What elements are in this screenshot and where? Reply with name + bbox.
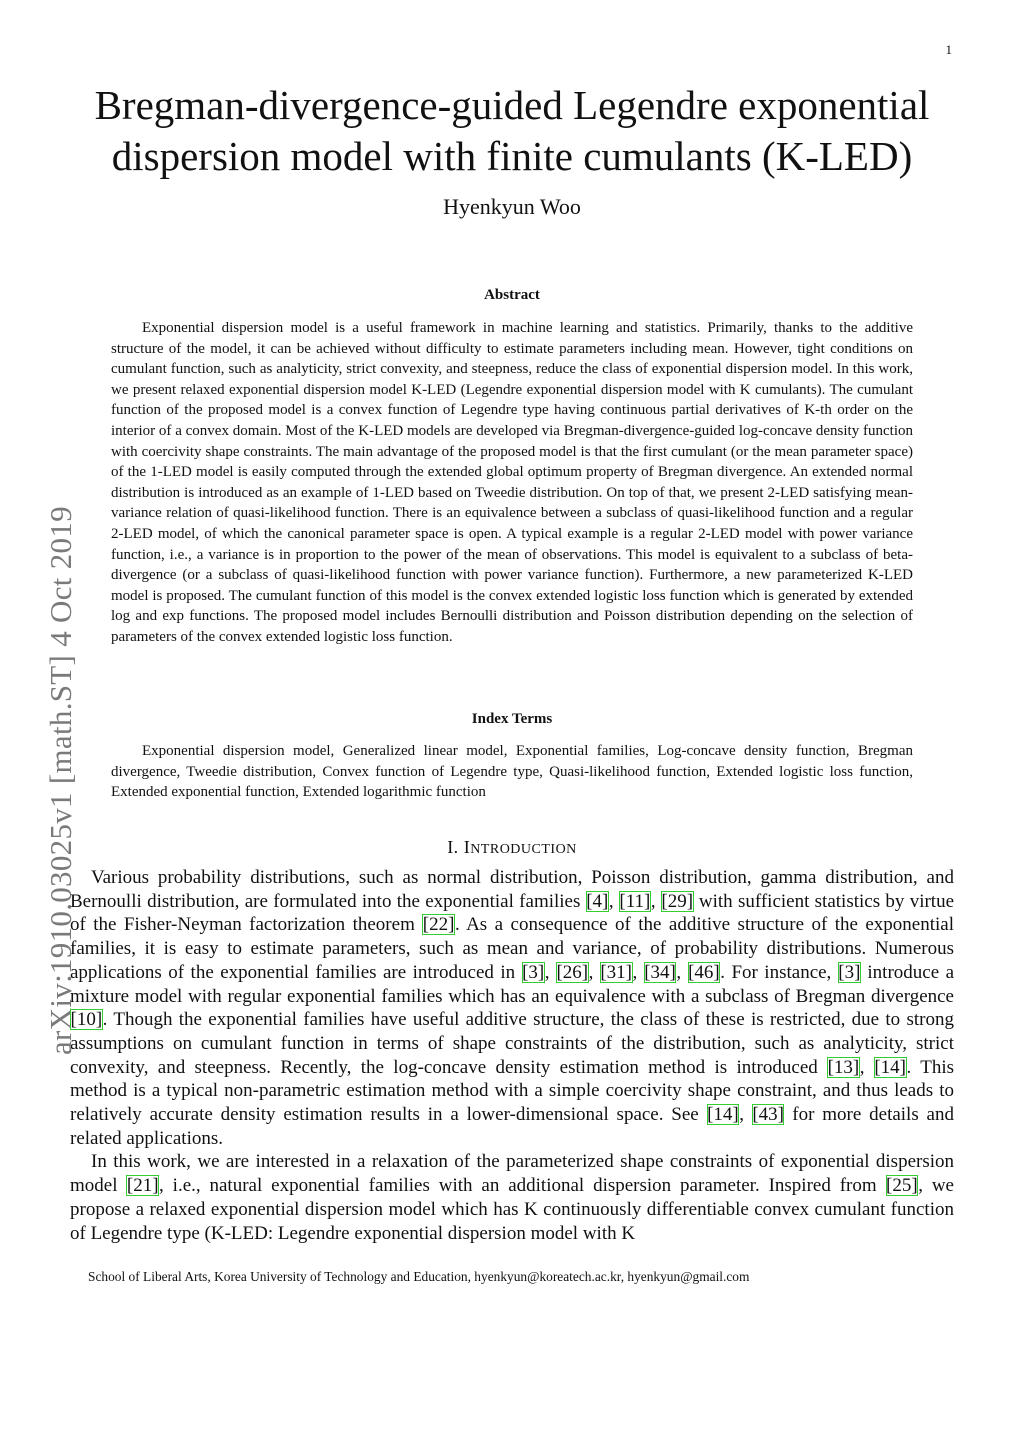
abstract-text: Exponential dispersion model is a useful framework in machine learning and statistics. Primarily, thanks to the additive structure of the model, it can be achieved without difficulty to estimate parameters including mean. However, tight conditions on cumulant function, such as analyticity, strict convexity, and steepness, reduce the class of exponential dispersion model. In this work, we present relaxed exponential dispersion model K-LED (Legendre exponential dispersion model with K cumulants). The cumulant function of the proposed model is a convex function of Legendre type having continuous partial derivatives of K-th order on the interior of a convex domain. Most of the K-LED models are developed via Bregman-divergence-guided log-concave density function with coercivity shape constraints. The main advantage of the proposed model is that the first cumulant (or the mean parameter space) of the 1-LED model is easily computed through the extended global optimum property of Bregman divergence. An extended normal distribution is introduced as an example of 1-LED based on Tweedie distribution. On top of that, we present 2-LED satisfying mean-variance relation of quasi-likelihood function. There is an equivalence between a subclass of quasi-likelihood function and a regular 2-LED model, of which the canonical parameter space is open. A typical example is a regular 2-LED model with power variance function, i.e., a variance is in proportion to the power of the mean of observations. This model is equivalent to a subclass of beta-divergence (or a subclass of quasi-likelihood function with power variance function). Furthermore, a new parameterized K-LED model is proposed. The cumulant function of this model is the convex extended logistic loss function which is generated by extended log and exp functions. The proposed model includes Bernoulli distribution and Poisson distribution depending on the selection of parameters of the convex extended logistic loss function. [111,320,913,645]
text-run: . Though the exponential families have useful additive structure, the class of these is restricted, due to strong assumptions on cumulant function in terms of shape constraints of the distribution, such as analyticity, strict convexity, and steepness. Recently, the log-concave density estimation method is introduced [70,1009,954,1078]
text-run: , [588,961,600,983]
text-run: introduce a mixture model with regular exponential families which has an equivalence with a subclass of Bregman divergence [70,961,955,1007]
title-line-1: Bregman-divergence-guided Legendre exponential [94,82,930,128]
paper-title [60,80,964,182]
intro-paragraph-2 [70,1150,954,1245]
text-run: , [859,1056,874,1078]
index-terms-text: Exponential dispersion model, Generalized linear model, Exponential families, Log-concave density function, Bregman divergence, Tweedie distribution, Convex function of Legendre type, Quasi-likelihood function, Extended logistic loss function, Extended exponential function, Extended logarithmic function [111,743,913,801]
citation-link[interactable]: [31] [600,961,632,983]
text-run: with sufficient statistics by virtue of the Fisher-Neyman factorization theorem [70,890,955,936]
citation-link[interactable]: [25] [886,1175,918,1197]
text-run: , [608,890,619,912]
affiliation-footnote: School of Liberal Arts, Korea University of Technology and Education, hyenkyun@koreatech.ac.kr, hyenkyun@gmail.com [88,1269,750,1284]
text-run: , [739,1104,752,1126]
citation-link[interactable]: [46] [688,961,720,983]
citation-link[interactable]: [3] [838,961,861,983]
text-run: for more details and related applications. [70,1104,954,1149]
text-run: , [632,961,644,983]
introduction-body [70,866,954,1245]
arxiv-identifier-stamp[interactable]: arXiv:1910.03025v1 [math.ST] 4 Oct 2019 [43,506,78,1055]
section-title-initial: I [463,837,471,857]
citation-link[interactable]: [21] [126,1175,159,1197]
text-run: , [676,961,688,983]
title-line-2: dispersion model with finite cumulants (K-LED) [111,133,913,179]
text-run: , i.e., natural exponential families with an additional dispersion parameter. Inspired from [159,1175,886,1197]
text-run: . As a consequence of the additive structure of the exponential families, it is easy to estimate parameters, such as mean and variance, of probability distributions. Numerous applications of the exponential families are introduced in [70,914,955,983]
section-numeral: I. [447,837,464,857]
citation-link[interactable]: [11] [619,890,651,912]
section-title-rest: NTRODUCTION [470,842,577,857]
citation-link[interactable]: [14] [874,1056,906,1078]
citation-link[interactable]: [34] [644,961,676,983]
index-terms-heading: Index Terms [471,711,553,727]
text-run: . For instance, [720,961,838,983]
text-run: , [650,890,661,912]
author-name: Hyenkyun Woo [443,194,581,219]
citation-link[interactable]: [14] [707,1104,739,1126]
citation-link[interactable]: [3] [522,961,545,983]
text-run: In this work, we are interested in a relaxation of the parameterized shape constraints of exponential dispersion model [70,1151,954,1197]
text-run: . This method is a typical non-parametric estimation method with a simple coercivity shape constraint, and thus leads to relatively accurate density estimation results in a lower-dimensional space. See [70,1056,955,1126]
text-run: , [544,961,556,983]
section-heading-introduction [0,837,1024,858]
intro-paragraph-1 [70,866,954,1150]
citation-link[interactable]: [4] [586,890,609,912]
citation-link[interactable]: [10] [70,1009,103,1031]
text-run: , we propose a relaxed exponential dispersion model which has K continuously differentiable convex cumulant function of Legendre type (K-LED: Legendre exponential dispersion model with K [70,1175,954,1244]
citation-link[interactable]: [26] [556,961,589,983]
page-number: 1 [945,42,952,57]
citation-link[interactable]: [43] [752,1104,784,1126]
citation-link[interactable]: [29] [661,890,694,912]
citation-link[interactable]: [13] [827,1056,860,1078]
text-run: Various probability distributions, such as normal distribution, Poisson distribution, gamma distribution, and Bernoulli distribution, are formulated into the exponential families [70,867,954,912]
abstract-heading: Abstract [484,287,540,303]
citation-link[interactable]: [22] [422,914,455,936]
